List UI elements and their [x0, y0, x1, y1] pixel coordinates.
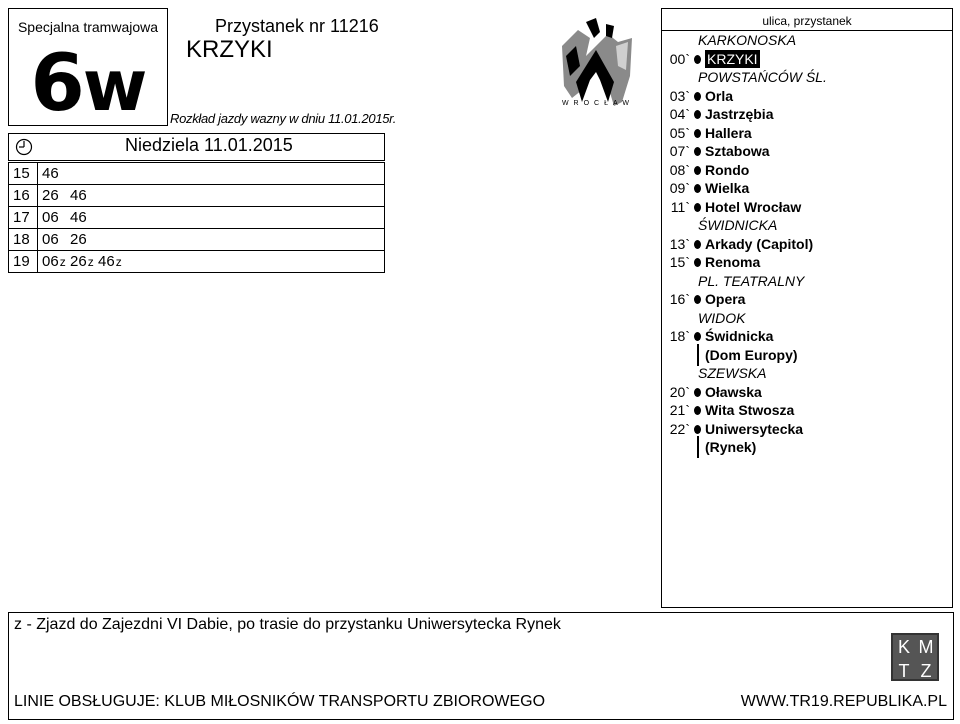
- timetable-row: [9, 163, 385, 185]
- travel-time: 05`: [669, 124, 690, 141]
- route-stop: [662, 420, 952, 439]
- stop-name-label: Renoma: [705, 254, 761, 270]
- stop-name-label: Jastrzębia: [705, 106, 774, 122]
- kmtz-letter: T: [898, 661, 910, 681]
- travel-time: 09`: [669, 180, 690, 196]
- travel-time: 00`: [669, 50, 690, 67]
- travel-time: 20`: [669, 383, 690, 400]
- stop-name-label: Arkady (Capitol): [705, 235, 814, 252]
- current-stop-name: KRZYKI: [707, 50, 758, 67]
- route-stop: [662, 161, 952, 180]
- minute-value: 46: [70, 187, 87, 204]
- route-panel: [661, 8, 953, 608]
- minute-value: 06: [42, 231, 59, 248]
- stop-dot-icon: [694, 55, 701, 64]
- departure-minute: [70, 187, 96, 204]
- route-street: POWSTAŃCÓW ŚL.: [698, 69, 827, 85]
- minute-value: 26: [70, 231, 87, 248]
- stop-dot-icon: [694, 166, 701, 175]
- minutes-cell: [38, 163, 385, 185]
- hour-cell: 18: [9, 229, 38, 251]
- stop-dot-icon: [694, 184, 701, 193]
- line-number-letter: w: [82, 45, 146, 127]
- route-stop: [662, 383, 952, 402]
- kmtz-logo-icon: [891, 633, 939, 681]
- travel-time: 07`: [669, 143, 690, 159]
- departure-minute: [42, 187, 68, 204]
- stop-name-continuation: (Dom Europy): [705, 346, 798, 363]
- website-link[interactable]: WWW.TR19.REPUBLIKA.PL: [740, 693, 947, 710]
- operator-note: LINIE OBSŁUGUJE: KLUB MIŁOSNIKÓW TRANSPORTU ZBIOROWEGO: [14, 693, 546, 710]
- route-stop-continuation: [662, 346, 952, 365]
- route-stop-continuation: [662, 438, 952, 457]
- hour-cell: 15: [9, 163, 38, 185]
- stop-name-label: Hallera: [705, 124, 752, 141]
- stop-dot-icon: [694, 406, 701, 415]
- minute-value: 46: [70, 209, 87, 226]
- footnote-mark: z: [59, 255, 66, 269]
- stop-name-label: Sztabowa: [705, 143, 770, 159]
- route-street: WIDOK: [698, 309, 746, 326]
- line-number-digit: 6: [30, 39, 83, 129]
- kmtz-letter: M: [918, 637, 934, 657]
- route-street: SZEWSKA: [698, 365, 767, 381]
- stop-name-label: Hotel Wrocław: [705, 198, 802, 215]
- travel-time: 15`: [669, 254, 690, 270]
- timetable-row: [9, 229, 385, 251]
- stop-dot-icon: [694, 240, 701, 249]
- minute-value: 26: [42, 187, 59, 204]
- timetable-day-header: [8, 133, 385, 161]
- travel-time: 04`: [669, 106, 690, 122]
- route-street: PL. TEATRALNY: [698, 272, 805, 289]
- stop-dot-icon: [694, 110, 701, 119]
- stop-name-label: Rondo: [705, 161, 750, 178]
- minute-value: 46: [98, 253, 115, 270]
- line-type-label: Specjalna tramwajowa: [17, 19, 159, 35]
- stop-name-label: Świdnicka: [705, 328, 774, 344]
- stop-name-label: Wielka: [705, 180, 750, 196]
- departure-minute: [42, 209, 68, 226]
- timetable-row: [9, 185, 385, 207]
- route-header: ulica, przystanek: [662, 9, 952, 31]
- route-stop: [662, 198, 952, 217]
- route-stop: [662, 253, 952, 272]
- travel-time: 16`: [669, 291, 690, 307]
- logo-text: WROCŁAW: [561, 100, 635, 107]
- stop-dot-icon: [694, 203, 701, 212]
- stop-name-label: Wita Stwosza: [705, 402, 795, 418]
- route-line-icon: [697, 436, 699, 458]
- route-street: ŚWIDNICKA: [698, 217, 778, 233]
- minutes-cell: [38, 251, 385, 273]
- footnote-mark: z: [87, 255, 94, 269]
- route-stop: [662, 290, 952, 309]
- stop-name: KRZYKI: [186, 36, 273, 63]
- travel-time: 03`: [669, 87, 690, 104]
- footnote: z - Zjazd do Zajezdni VI Dabie, po trasie do przystanku Uniwersytecka Rynek: [14, 616, 561, 633]
- minutes-cell: [38, 207, 385, 229]
- route-stop: [662, 87, 952, 106]
- minute-value: 26: [70, 253, 87, 270]
- departure-minute: [70, 231, 96, 248]
- timetable-row: [9, 251, 385, 273]
- departure-minute: [70, 253, 96, 270]
- stop-dot-icon: [694, 388, 701, 397]
- clock-icon: [15, 138, 33, 156]
- stop-dot-icon: [694, 129, 701, 138]
- travel-time: 08`: [669, 161, 690, 178]
- line-badge: [8, 8, 168, 129]
- stop-number: Przystanek nr 11216: [215, 16, 379, 36]
- valid-from-note: Rozkład jazdy wazny w dniu 11.01.2015r.: [170, 111, 397, 126]
- minutes-cell: [38, 185, 385, 207]
- stop-dot-icon: [694, 258, 701, 267]
- timetable: [8, 162, 385, 273]
- kmtz-letter: K: [897, 637, 910, 657]
- route-list: [662, 31, 952, 457]
- line-number: [9, 39, 167, 129]
- hour-cell: 17: [9, 207, 38, 229]
- minute-value: 06: [42, 253, 59, 270]
- travel-time: 21`: [669, 402, 690, 418]
- minute-value: 46: [42, 165, 59, 182]
- stop-dot-icon: [694, 425, 701, 434]
- wroclaw-logo-icon: [556, 16, 636, 112]
- departure-minute: [42, 253, 68, 270]
- travel-time: 22`: [669, 420, 690, 437]
- travel-time: 11`: [670, 198, 690, 215]
- stop-name-continuation: (Rynek): [705, 439, 757, 455]
- travel-time: 18`: [669, 328, 690, 344]
- route-stop: [662, 401, 952, 420]
- route-line-icon: [697, 344, 699, 366]
- route-stop: [662, 235, 952, 254]
- route-stop: [662, 50, 952, 69]
- stop-name-label: Opera: [705, 291, 746, 307]
- travel-time: 13`: [669, 235, 690, 252]
- departure-minute: [42, 231, 68, 248]
- route-stop: [662, 142, 952, 161]
- stop-name-label: Orla: [705, 87, 734, 104]
- hour-cell: 19: [9, 251, 38, 273]
- day-title: Niedziela 11.01.2015: [125, 135, 293, 155]
- departure-minute: [70, 209, 96, 226]
- stop-dot-icon: [694, 295, 701, 304]
- route-stop: [662, 105, 952, 124]
- stop-dot-icon: [694, 332, 701, 341]
- stop-dot-icon: [694, 147, 701, 156]
- footnote-mark: z: [115, 255, 122, 269]
- minute-value: 06: [42, 209, 59, 226]
- route-stop: [662, 327, 952, 346]
- route-stop: [662, 124, 952, 143]
- route-stop: [662, 179, 952, 198]
- stop-name-label: Oławska: [705, 383, 762, 400]
- hour-cell: 16: [9, 185, 38, 207]
- stop-dot-icon: [694, 92, 701, 101]
- kmtz-letter: Z: [920, 661, 932, 681]
- departure-minute: [42, 165, 68, 182]
- timetable-row: [9, 207, 385, 229]
- stop-name-label: Uniwersytecka: [705, 420, 804, 437]
- departure-minute: [98, 253, 124, 270]
- footer: [8, 612, 954, 720]
- minutes-cell: [38, 229, 385, 251]
- route-street: KARKONOSKA: [698, 32, 797, 48]
